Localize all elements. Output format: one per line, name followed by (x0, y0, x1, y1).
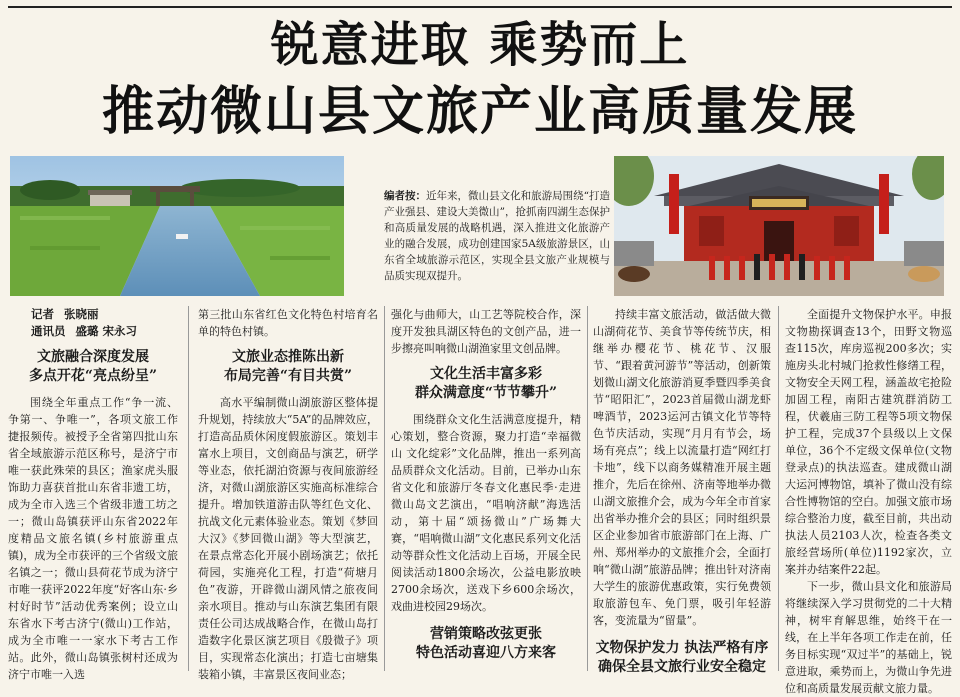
newspaper-page (8, 6, 952, 695)
byline-reporter: 记者 张晓丽 (31, 307, 99, 321)
section-4-paragraph: 持续丰富文旅活动，做活做大微山湖荷花节、美食节等传统节庆，相继举办樱花节、桃花节、汉服节、“跟着黄河游节”等活动，创新策划微山湖文化旅游消夏季暨四季美食节“昭阳汇”，2023首届微山湖龙虾啤酒节，2023运河古镇文化节等特色节庆活动，实现“月月有节会，场场有亮点”；线上以流量打造“网红打卡地”，线下以商务媒精准开展主题推介，先后在徐州、济南等地举办微山湖文旅推介会，成为今年全市首家出省举办推介会的县区；同时组织景区企业参加省市旅游部门在上海、广州、郑州举办的文旅推介会，全面打响“微山湖”旅游品牌；推出针对济南大学生的旅游优惠政策，实行免费领取旅游包车、免门票，吸引年轻游客，变流量为“留量”。 (593, 308, 771, 627)
editor-note-text: 近年来，微山县文化和旅游局围绕“打造产业强县、建设大美微山”，抢抓南四湖生态保护和高质量发展的战略机遇，深入推进文化旅游产业的融合发展，成功创建国家5A级旅游景区，山东省全域旅游示范区，实现全县文旅产业规模与品质实现双提升。 (384, 190, 610, 282)
section-3-heading: 文化生活丰富多彩 群众满意度“节节攀升” (414, 366, 558, 401)
top-rule (8, 6, 952, 8)
section-2-heading: 文旅业态推陈出新 布局完善“有目共赏” (223, 349, 353, 384)
column-divider (778, 306, 779, 671)
temple-performance-photo (614, 156, 944, 296)
byline-correspondent: 通讯员 盛璐 宋永习 (31, 324, 138, 338)
column-divider (188, 306, 189, 671)
section-4-heading: 营销策略改弦更张 特色活动喜迎八方来客 (416, 626, 556, 661)
section-5-heading: 文物保护发力 执法严格有序 确保全县文旅行业安全稳定 (595, 640, 769, 675)
article-column-5 (785, 306, 952, 697)
column-divider (587, 306, 588, 671)
article-column-2 (198, 306, 378, 683)
closing-paragraph: 下一步，微山县文化和旅游局将继续深入学习贯彻党的二十大精神，树牢育解思维，始终干在一线，在上半年各项工作走在前，任务目标实现“双过半”的基础上，锐意进取，乘势而上，为微山争先进位和高质量发展贡献文旅力量。 (785, 580, 952, 695)
section-1-paragraph: 围绕全年重点工作“争一流、争第一、争唯一”，各项文旅工作捷报频传。被授予全省第四批山东省全域旅游示范区称号，是济宁市唯一获此殊荣的县区；渔家虎头服饰助力喜获首批山东省非遗工坊，成为全市入选三个省级非遗工坊之一；微山岛镇获评山东省2022年度精品文旅名镇(乡村旅游重点镇)，成为全市获评的三个省级文旅名镇之一；微山县荷花节成为济宁市唯一获评2022年度“好客山东·乡村好时节”活动优秀案例；设立山东省水下考古济宁(微山)工作站，成为全市唯一一家水下考古工作站。此外，微山岛镇张树村还成为济宁市唯一入选 (8, 396, 178, 681)
lake-landscape-photo (10, 156, 344, 296)
column-divider (384, 306, 385, 671)
section-2-continued: 强化与曲师大，山工艺等院校合作，深度开发独具湖区特色的文创产品，进一步擦亮叫响微山湖渔家里文创品牌。 (391, 308, 581, 355)
article-column-4 (593, 306, 771, 685)
article-column-1 (8, 306, 178, 683)
section-1-continued: 第三批山东省红色文化特色村培育名单的特色村镇。 (198, 308, 378, 338)
headline-line-1: 锐意进取 乘势而上 (270, 17, 690, 73)
article-column-3 (391, 306, 581, 671)
section-1-heading: 文旅融合深度发展 多点开花“亮点纷呈” (28, 349, 158, 384)
editor-note-label: 编者按： (384, 190, 427, 202)
section-2-paragraph: 高水平编制微山湖旅游区整体提升规划，持续放大“5A”的品牌效应，打造高品质休闲度假旅游区。策划丰富水上项目，文创商品与演艺，研学等业态，依托湖泊资源与夜间旅游经济，对微山湖旅游区实施高标准综合提升。增加铁道游击队等红色文化、抗战文化元素体验业态。策划《梦回大汉》《梦回微山湖》等大型演艺，在景点常态化开展小剧场演艺；依托荷园，实施亮化工程，打造“荷塘月色”夜游，开辟微山湖风情之旅夜间亲水项目。推动与山东演艺集团有限责任公司达成战略合作，在微山岛打造数字化景区演艺项目《殷微子》项目，实现常态化演出；打造七亩塘集装箱小镇，丰富景区夜间业态； (198, 396, 378, 681)
section-5-paragraph: 全面提升文物保护水平。申报文物勘探调查13个，田野文物巡查115次，库房巡视200多次；实施房头北村城门抢救性修缮工程，文物安全天网工程，涵盖故宅抢险加固工程，南阳古建筑群消防工程，伏羲庙三防工程等5项文物保护工程，完成37个县级以上文保单位，36个不定级文保单位(文物登录点)的执法巡查。建成微山湖大运河博物馆，填补了微山没有综合性博物馆的空白。加强文旅市场综合整治力度，截至目前，共出动执法人员2103人次，检查各类文旅经营场所(单位)1192家次，立案并办结案件22起。 (785, 308, 952, 576)
headline-line-2: 推动微山县文旅产业高质量发展 (101, 81, 858, 142)
editor-note (384, 188, 610, 284)
section-3-paragraph: 围绕群众文化生活满意度提升，精心策划，整合资源，聚力打造“幸福微山 文化绽彩”文化品牌，推出一系列高品质群众文化活动。目前，已举办山东省文化和旅游厅冬春文化惠民季·走进微山岛文艺演出，“唱响济献”海选活动，第十届“颂扬微山”广场舞大赛，“唱响微山湖”文化惠民系列文化活动等群众性文化活动上百场，开展全民阅读活动1800余场次，公益电影放映2700余场次，送戏下乡600余场次，戏曲进校园29场次。 (391, 413, 581, 613)
